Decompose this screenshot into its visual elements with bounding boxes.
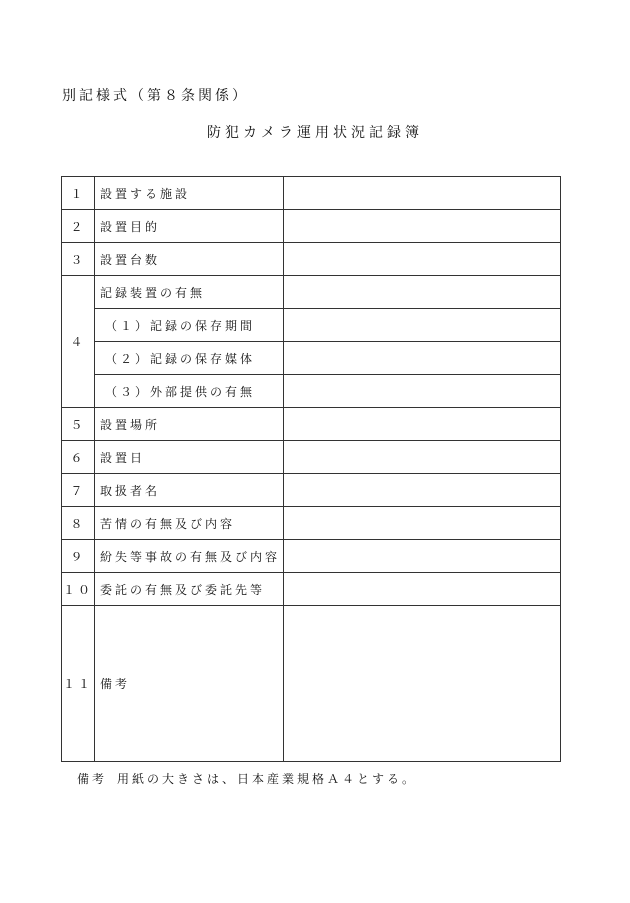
value-cell[interactable] <box>284 210 561 243</box>
value-cell[interactable] <box>284 606 561 762</box>
value-cell[interactable] <box>284 474 561 507</box>
row-number: ６ <box>62 441 95 474</box>
row-number: ７ <box>62 474 95 507</box>
row-sub-label: （２）記録の保存媒体 <box>95 342 284 375</box>
row-number: ２ <box>62 210 95 243</box>
row-label: 備考 <box>95 606 284 762</box>
table-row <box>62 507 561 540</box>
row-sub-label: （３）外部提供の有無 <box>95 375 284 408</box>
footnote <box>77 770 417 787</box>
row-label: 設置場所 <box>95 408 284 441</box>
value-cell[interactable] <box>284 243 561 276</box>
value-cell[interactable] <box>284 408 561 441</box>
row-label: 設置台数 <box>95 243 284 276</box>
row-label: 取扱者名 <box>95 474 284 507</box>
row-number: ３ <box>62 243 95 276</box>
row-label: 紛失等事故の有無及び内容 <box>95 540 284 573</box>
table-row <box>62 210 561 243</box>
record-table <box>61 176 561 762</box>
value-cell[interactable] <box>284 507 561 540</box>
row-label: 委託の有無及び委託先等 <box>95 573 284 606</box>
table-row <box>62 309 561 342</box>
value-cell[interactable] <box>284 342 561 375</box>
row-label: 苦情の有無及び内容 <box>95 507 284 540</box>
row-sub-label: （１）記録の保存期間 <box>95 309 284 342</box>
table-row <box>62 606 561 762</box>
table-row <box>62 375 561 408</box>
row-label: 設置日 <box>95 441 284 474</box>
value-cell[interactable] <box>284 276 561 309</box>
row-number: １ <box>62 177 95 210</box>
row-number: ８ <box>62 507 95 540</box>
footnote-label: 備考 <box>77 772 108 786</box>
value-cell[interactable] <box>284 540 561 573</box>
table-row <box>62 540 561 573</box>
table-row <box>62 441 561 474</box>
table-row <box>62 408 561 441</box>
table-row <box>62 342 561 375</box>
form-header: 別記様式（第８条関係） <box>62 88 249 104</box>
table-row <box>62 474 561 507</box>
row-number: １０ <box>62 573 95 606</box>
value-cell[interactable] <box>284 177 561 210</box>
row-number: ５ <box>62 408 95 441</box>
table-row <box>62 276 561 309</box>
row-label: 設置する施設 <box>95 177 284 210</box>
form-title: 防犯カメラ運用状況記録簿 <box>207 125 423 141</box>
value-cell[interactable] <box>284 309 561 342</box>
value-cell[interactable] <box>284 441 561 474</box>
table-row <box>62 177 561 210</box>
table-row <box>62 243 561 276</box>
row-number: １１ <box>62 606 95 762</box>
table-row <box>62 573 561 606</box>
row-label: 記録装置の有無 <box>95 276 284 309</box>
footnote-text: 用紙の大きさは、日本産業規格Ａ４とする。 <box>117 772 418 786</box>
value-cell[interactable] <box>284 573 561 606</box>
row-number: ９ <box>62 540 95 573</box>
row-label: 設置目的 <box>95 210 284 243</box>
value-cell[interactable] <box>284 375 561 408</box>
row-number: ４ <box>62 276 95 408</box>
